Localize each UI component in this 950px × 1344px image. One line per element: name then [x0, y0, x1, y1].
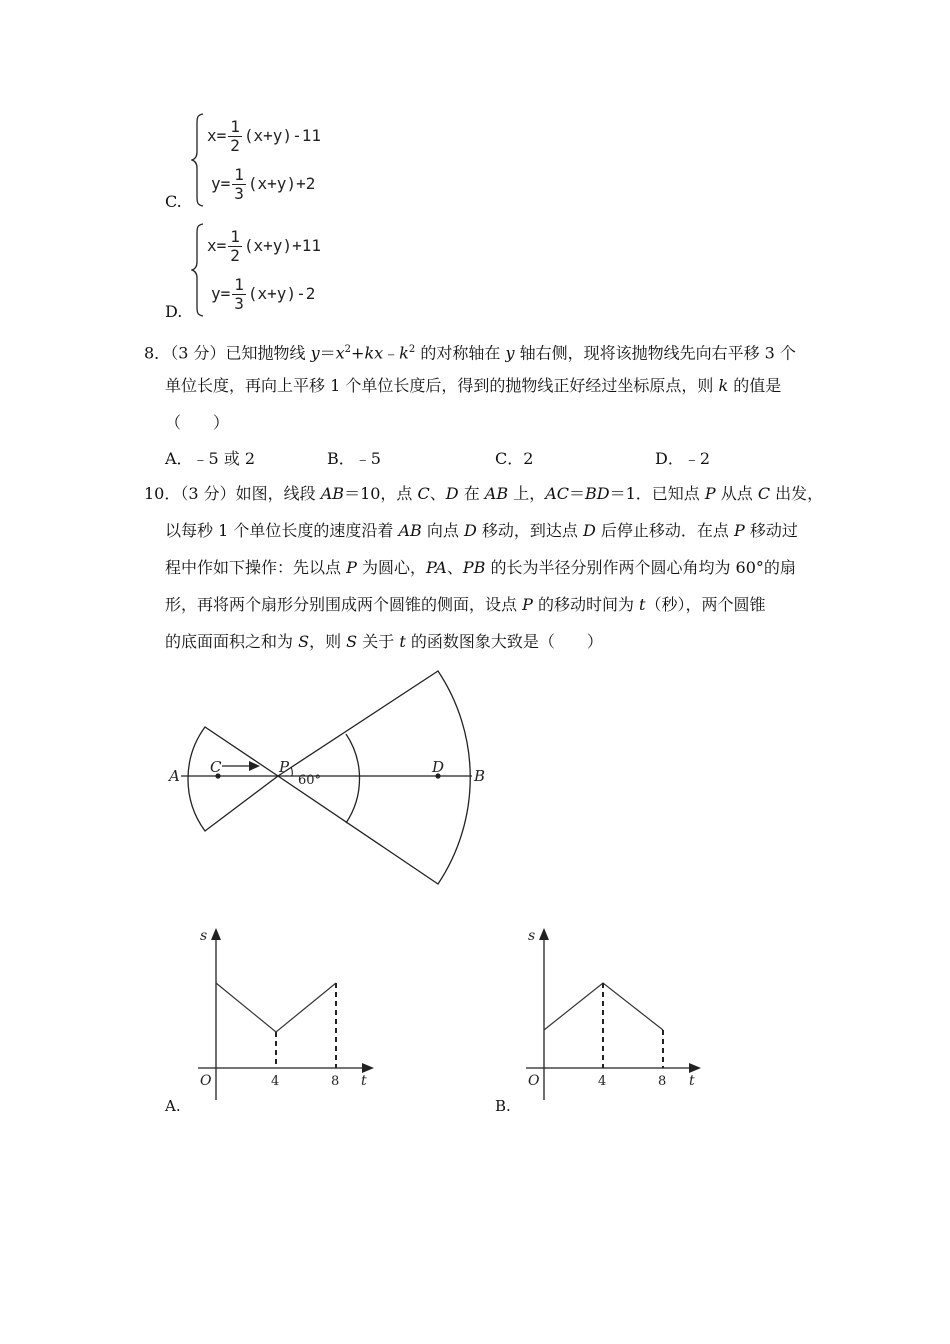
text: 形，再将两个扇形分别围成两个圆锥的侧面，设点: [165, 595, 523, 614]
text: 移动过: [744, 521, 798, 540]
var-s: S: [346, 632, 358, 651]
tick-4: 4: [598, 1074, 607, 1089]
frac-num: 1: [230, 227, 240, 246]
q7d-eq1: [207, 228, 321, 265]
text: 在: [458, 484, 485, 503]
question-score: （3 分）: [180, 484, 236, 503]
var-bd: BD: [585, 484, 610, 503]
text: 的移动时间为: [532, 595, 640, 614]
text: 的底面面积之和为: [165, 632, 299, 651]
var-pa: PA: [425, 558, 447, 577]
eq-rhs: (x+y)-11: [243, 126, 321, 145]
text: 关于: [357, 632, 400, 651]
var-t: t: [639, 595, 646, 614]
left-brace-icon: [191, 112, 205, 208]
q8-option-b[interactable]: B．﹣5: [327, 449, 381, 468]
q8-line-1: [144, 340, 796, 363]
y-label: s: [200, 928, 208, 944]
q10-line-4: [165, 595, 766, 615]
label-b: B: [474, 767, 486, 785]
left-brace-icon: [191, 222, 205, 318]
text: 上，: [508, 484, 546, 503]
eq-lhs: y=: [211, 174, 231, 193]
question-number: 10．: [144, 484, 181, 503]
frac-num: 1: [234, 275, 244, 294]
angle-mark: [291, 767, 292, 776]
q8-option-a[interactable]: A．﹣5 或 2: [165, 449, 256, 468]
label-angle: 60°: [298, 773, 322, 788]
text: 、: [446, 558, 463, 577]
text: 的对称轴在: [415, 343, 506, 363]
q10-line-2: [165, 521, 798, 541]
eq-lhs: x=: [207, 126, 227, 145]
q10-line-5: [165, 632, 603, 652]
var-y: y: [505, 343, 515, 363]
tick-8: 8: [658, 1074, 667, 1089]
text: 单位长度，再向上平移 1 个单位长度后，得到的抛物线正好经过坐标原点，则: [165, 376, 719, 395]
label-c: C: [210, 758, 222, 776]
q7-option-d: [165, 220, 365, 320]
eq-lhs: y=: [211, 284, 231, 303]
frac-num: 1: [230, 117, 240, 136]
var-ab: AB: [398, 521, 422, 540]
q7-option-c: [165, 110, 365, 210]
frac-den: 3: [234, 184, 244, 203]
graph-a: [160, 920, 390, 1120]
text: 为圆心，: [356, 558, 426, 577]
text: 已知抛物线: [225, 343, 311, 363]
label-p: P: [279, 758, 290, 776]
q8-answer-paren: （ ）: [165, 413, 230, 432]
text: 如图，线段: [235, 484, 321, 503]
superscript: 2: [344, 344, 352, 355]
var-k: k: [399, 343, 409, 363]
var-d: D: [463, 521, 477, 540]
y-label: s: [528, 928, 536, 944]
var-t: t: [399, 632, 406, 651]
var-c: C: [417, 484, 430, 503]
var-d: D: [445, 484, 459, 503]
x-axis-arrow-icon: [689, 1063, 701, 1073]
text: 的长为半径分别作两个圆心角均为 60°的扇: [485, 558, 796, 577]
text: 出发，: [770, 484, 824, 503]
frac-num: 1: [234, 165, 244, 184]
var-y: y: [310, 343, 320, 363]
y-axis-arrow-icon: [539, 928, 549, 940]
frac-den: 2: [230, 136, 240, 155]
eq-lhs: x=: [207, 236, 227, 255]
frac-den: 3: [234, 294, 244, 313]
var-ab: AB: [484, 484, 509, 503]
var-c: C: [757, 484, 771, 503]
frac-den: 2: [230, 246, 240, 265]
text: （秒），两个圆锥: [645, 595, 766, 614]
q7c-eq1: [207, 118, 321, 155]
option-label: D.: [165, 302, 183, 321]
text: ＝1．已知点: [609, 484, 705, 503]
x-label: t: [689, 1073, 695, 1089]
var-p: P: [346, 558, 357, 577]
origin-label: O: [200, 1073, 212, 1089]
text: 移动，到达点: [476, 521, 583, 540]
var-kx: kx: [364, 343, 384, 363]
graph-option-label[interactable]: A.: [165, 1097, 181, 1115]
label-d: D: [432, 758, 445, 776]
text: ＝10，点: [344, 484, 418, 503]
origin-label: O: [528, 1073, 540, 1089]
q8-line-2: [165, 376, 781, 396]
x-label: t: [361, 1073, 367, 1089]
text: 从点: [715, 484, 758, 503]
text: 程中作如下操作：先以点: [165, 558, 347, 577]
q8-option-c[interactable]: C．2: [495, 449, 534, 468]
question-score: （3 分）: [170, 343, 226, 363]
var-ab: AB: [320, 484, 345, 503]
var-k: k: [718, 376, 729, 395]
text: +: [351, 343, 365, 363]
graph-line: [216, 983, 336, 1032]
inner-arc: [346, 734, 360, 823]
text: 轴右侧，现将该抛物线先向右平移 3 个: [514, 343, 796, 363]
text: ，则: [309, 632, 347, 651]
var-d: D: [582, 521, 596, 540]
var-pb: PB: [462, 558, 486, 577]
text: 以每秒 1 个单位长度的速度沿着: [165, 521, 399, 540]
eq-rhs: (x+y)-2: [247, 284, 316, 303]
y-axis-arrow-icon: [211, 928, 221, 940]
var-p: P: [522, 595, 533, 614]
sector-figure: [160, 660, 500, 895]
text: 、: [429, 484, 446, 503]
text: 向点: [421, 521, 464, 540]
superscript: 2: [408, 344, 416, 355]
tick-8: 8: [331, 1074, 340, 1089]
question-number: 8．: [144, 343, 171, 363]
text: 的值是: [728, 376, 782, 395]
var-p: P: [704, 484, 716, 503]
tick-4: 4: [271, 1074, 280, 1089]
text: ＝: [319, 343, 336, 363]
text: ﹣: [383, 343, 400, 363]
q7c-eq2: [211, 166, 315, 203]
x-axis-arrow-icon: [362, 1063, 374, 1073]
option-label: C.: [165, 192, 182, 211]
label-a: A: [169, 767, 180, 785]
graph-option-label[interactable]: B.: [495, 1097, 511, 1115]
text: 的函数图象大致是（ ）: [405, 632, 603, 651]
var-ac: AC: [545, 484, 569, 503]
text: ＝: [569, 484, 586, 503]
small-sector: [188, 727, 278, 831]
var-p: P: [733, 521, 745, 540]
q7d-eq2: [211, 276, 315, 313]
var-s: S: [298, 632, 310, 651]
q10-line-3: [165, 558, 796, 578]
graph-b: [490, 920, 720, 1120]
eq-rhs: (x+y)+2: [247, 174, 316, 193]
q10-line-1: [144, 484, 823, 504]
text: 后停止移动．在点: [595, 521, 734, 540]
eq-rhs: (x+y)+11: [243, 236, 321, 255]
q8-option-d[interactable]: D．﹣2: [655, 449, 711, 468]
var-x: x: [335, 343, 345, 363]
